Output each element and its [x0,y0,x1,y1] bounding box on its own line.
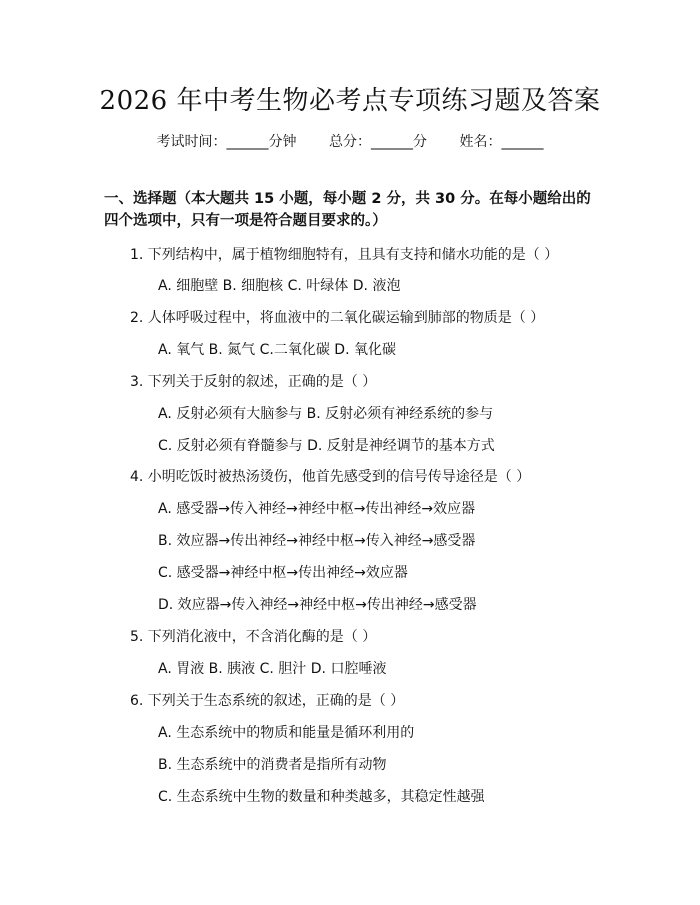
question-options: A. 细胞壁 B. 细胞核 C. 叶绿体 D. 液泡 [158,278,401,294]
document-title: 2026 年中考生物必考点专项练习题及答案 [99,86,601,116]
question-stem: 6. 下列关于生态系统的叙述，正确的是（ ） [130,693,405,709]
question-options: A. 氧气 B. 氮气 C.二氧化碳 D. 氧化碳 [158,342,396,358]
question-option: B. 效应器→传出神经→神经中枢→传入神经→感受器 [158,533,476,549]
question-stem: 4. 小明吃饭时被热汤烫伤，他首先感受到的信号传导途径是（ ） [130,469,531,485]
total-score-field: 总分：______分 [329,134,427,150]
question-option: B. 生态系统中的消费者是指所有动物 [158,757,387,773]
question-options: A. 反射必须有大脑参与 B. 反射必须有神经系统的参与 [158,406,494,422]
exam-info-line [0,131,700,151]
question-options: A. 胃液 B. 胰液 C. 胆汁 D. 口腔唾液 [158,661,387,677]
question-option: D. 效应器→传入神经→神经中枢→传出神经→感受器 [158,597,477,613]
exam-time-field: 考试时间：______分钟 [156,134,297,150]
section-heading: 一、选择题（本大题共 15 小题，每小题 2 分，共 30 分。在每小题给出的四个选项中，只有一项是符合题目要求的。） [104,191,591,229]
question-stem: 3. 下列关于反射的叙述，正确的是（ ） [130,374,377,390]
question-stem: 1. 下列结构中，属于植物细胞特有，且具有支持和储水功能的是（ ） [130,247,559,263]
question-option: A. 感受器→传入神经→神经中枢→传出神经→效应器 [158,501,476,517]
question-option: A. 生态系统中的物质和能量是循环利用的 [158,725,415,741]
question-stem: 5. 下列消化液中，不含消化酶的是（ ） [130,629,377,645]
question-options: C. 反射必须有脊髓参与 D. 反射是神经调节的基本方式 [158,438,495,454]
question-option: C. 生态系统中生物的数量和种类越多，其稳定性越强 [158,789,485,805]
question-stem: 2. 人体呼吸过程中，将血液中的二氧化碳运输到肺部的物质是（ ） [130,310,545,326]
question-option: C. 感受器→神经中枢→传出神经→效应器 [158,565,408,581]
name-field: 姓名：______ [459,134,544,150]
